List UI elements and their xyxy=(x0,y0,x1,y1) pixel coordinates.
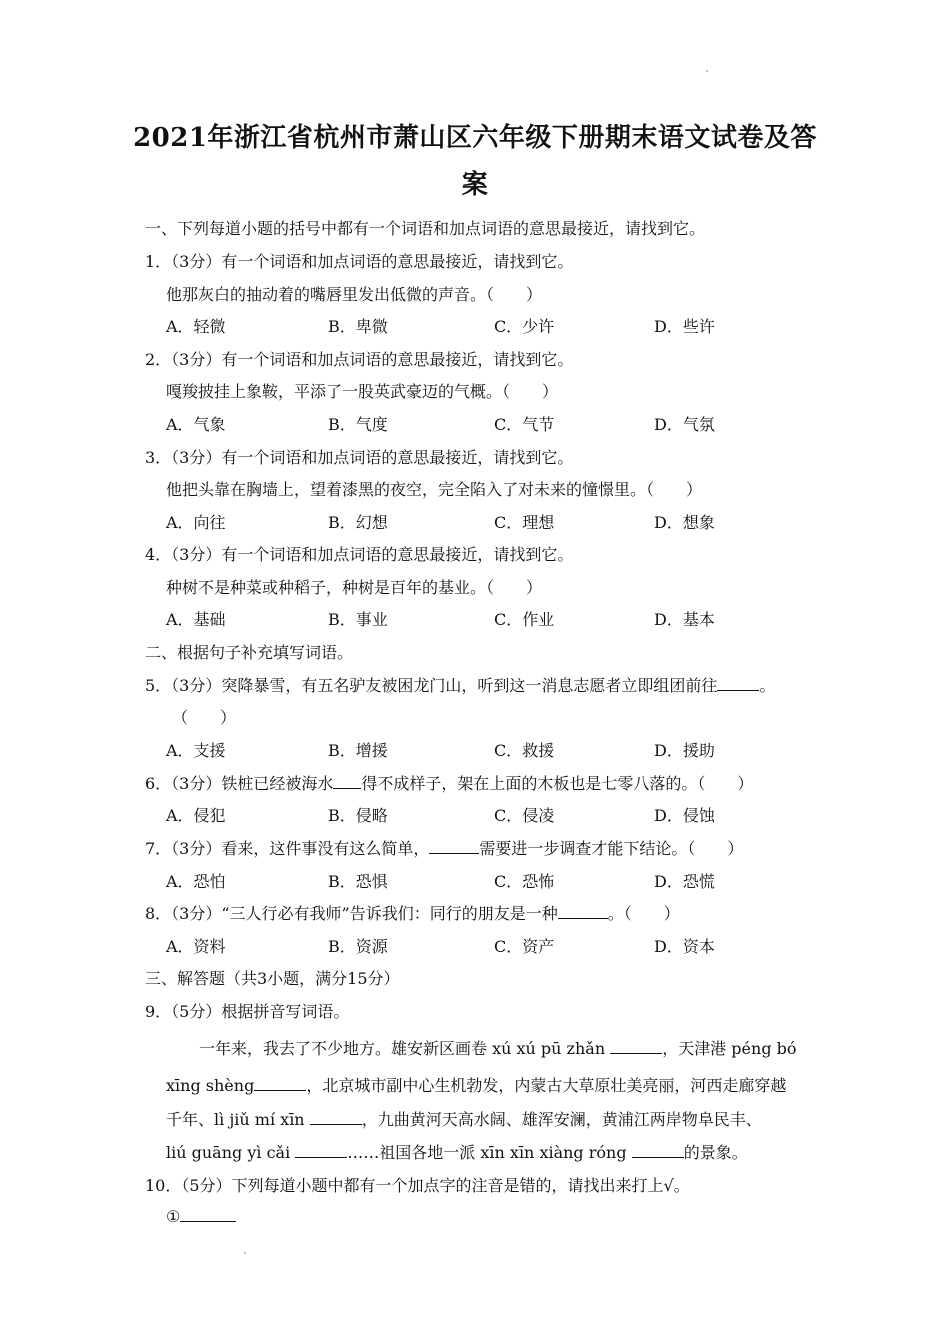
page-title-line1: 2021年浙江省杭州市萧山区六年级下册期末语文试卷及答 xyxy=(133,123,817,153)
question-9-line-3-end: ，九曲黄河天高水阔、雄浑安澜，黄浦江两岸物阜民丰、 xyxy=(361,1110,762,1129)
question-7-option-c[interactable]: C．恐怖 xyxy=(494,872,555,891)
question-6-option-d[interactable]: D．侵蚀 xyxy=(654,806,715,825)
question-9-stem: 9．（5分）根据拼音写词语。 xyxy=(145,1002,350,1021)
question-7-option-b[interactable]: B．恐惧 xyxy=(328,872,388,891)
answer-blank[interactable] xyxy=(295,1143,347,1158)
question-2-option-a[interactable]: A．气象 xyxy=(166,415,226,434)
question-3-option-c[interactable]: C．理想 xyxy=(494,513,555,532)
question-10-item-1 xyxy=(166,1207,236,1226)
question-5-stem-text: 5．（3分）突降暴雪，有五名驴友被困龙门山，听到这一消息志愿者立即组团前往 xyxy=(145,676,718,695)
question-9-line-4 xyxy=(166,1140,748,1163)
section-3-heading: 三、解答题（共3小题，满分15分） xyxy=(145,969,400,988)
question-1-stem: 1．（3分）有一个词语和加点词语的意思最接近，请找到它。 xyxy=(145,252,574,271)
question-9-line-4-text: liú guāng yì cǎi xyxy=(166,1143,296,1162)
question-4-option-d[interactable]: D．基本 xyxy=(654,610,715,629)
question-5-stem-end: 。 xyxy=(759,676,776,695)
question-8-option-d[interactable]: D．资本 xyxy=(654,937,715,956)
question-3-sentence: 他把头靠在胸墙上，望着漆黑的夜空，完全陷入了对未来的憧憬里。（ ） xyxy=(166,480,703,499)
question-6-stem-text: 6．（3分）铁桩已经被海水 xyxy=(145,774,334,793)
answer-blank[interactable] xyxy=(254,1076,306,1091)
question-7-stem-end: 需要进一步调查才能下结论。（ ） xyxy=(479,839,744,858)
question-2-option-c[interactable]: C．气节 xyxy=(494,415,555,434)
question-8-stem-end: 。（ ） xyxy=(607,904,680,923)
answer-blank[interactable] xyxy=(429,839,479,854)
question-6-option-c[interactable]: C．侵凌 xyxy=(494,806,555,825)
scan-speck xyxy=(706,70,708,72)
answer-blank[interactable] xyxy=(632,1143,684,1158)
question-6-option-a[interactable]: A．侵犯 xyxy=(166,806,226,825)
answer-blank[interactable] xyxy=(558,904,608,919)
question-9-line-1-text: 一年来，我去了不少地方。雄安新区画卷 xú xú pū zhǎn xyxy=(199,1039,611,1058)
question-7-option-a[interactable]: A．恐怕 xyxy=(166,872,226,891)
question-6-option-b[interactable]: B．侵略 xyxy=(328,806,388,825)
question-3-option-b[interactable]: B．幻想 xyxy=(328,513,388,532)
question-9-line-3-text: 千年、lì jiǔ mí xīn xyxy=(166,1110,310,1129)
scan-speck xyxy=(244,1252,246,1254)
question-7-option-d[interactable]: D．恐慌 xyxy=(654,872,715,891)
question-4-option-a[interactable]: A．基础 xyxy=(166,610,226,629)
question-9-line-2 xyxy=(166,1073,786,1096)
question-2-sentence: 嘎羧披挂上象鞍，平添了一股英武豪迈的气概。（ ） xyxy=(166,382,559,401)
question-10-item-1-marker: ① xyxy=(166,1207,181,1226)
answer-blank[interactable] xyxy=(310,1110,362,1125)
question-1-option-d[interactable]: D．些许 xyxy=(654,317,715,336)
question-1-option-a[interactable]: A．轻微 xyxy=(166,317,226,336)
question-5-stem xyxy=(145,673,775,696)
question-9-line-3 xyxy=(166,1107,762,1130)
question-7-stem-text: 7．（3分）看来，这件事没有这么简单， xyxy=(145,839,430,858)
question-5-option-c[interactable]: C．救援 xyxy=(494,741,555,760)
question-8-stem-text: 8．（3分）“三人行必有我师”告诉我们：同行的朋友是一种 xyxy=(145,904,558,923)
question-2-option-d[interactable]: D．气氛 xyxy=(654,415,715,434)
answer-blank[interactable] xyxy=(180,1207,236,1222)
page-title-line2: 案 xyxy=(461,170,489,200)
question-2-option-b[interactable]: B．气度 xyxy=(328,415,388,434)
question-7-stem xyxy=(145,836,743,859)
section-2-heading: 二、根据句子补充填写词语。 xyxy=(145,643,354,662)
answer-blank[interactable] xyxy=(610,1039,662,1054)
answer-blank[interactable] xyxy=(333,774,361,789)
question-3-stem: 3．（3分）有一个词语和加点词语的意思最接近，请找到它。 xyxy=(145,448,574,467)
question-5-option-a[interactable]: A．支援 xyxy=(166,741,226,760)
question-9-line-1 xyxy=(199,1036,797,1059)
question-9-line-1-end: ，天津港 péng bó xyxy=(662,1039,797,1058)
question-5-paren: （ ） xyxy=(172,708,237,727)
answer-blank[interactable] xyxy=(717,676,759,691)
question-8-option-c[interactable]: C．资产 xyxy=(494,937,555,956)
question-5-option-b[interactable]: B．增援 xyxy=(328,741,388,760)
question-4-option-b[interactable]: B．事业 xyxy=(328,610,388,629)
question-9-line-2-text: xīng shèng xyxy=(166,1076,255,1095)
question-6-stem-end: 得不成样子，架在上面的木板也是七零八落的。（ ） xyxy=(361,774,754,793)
section-1-heading: 一、下列每道小题的括号中都有一个词语和加点词语的意思最接近，请找到它。 xyxy=(145,219,706,238)
question-5-option-d[interactable]: D．援助 xyxy=(654,741,715,760)
question-8-option-b[interactable]: B．资源 xyxy=(328,937,388,956)
question-4-option-c[interactable]: C．作业 xyxy=(494,610,555,629)
question-3-option-a[interactable]: A．向往 xyxy=(166,513,226,532)
question-8-stem xyxy=(145,901,680,924)
question-6-stem xyxy=(145,771,753,794)
question-9-line-2-end: ，北京城市副中心生机勃发，内蒙古大草原壮美亮丽，河西走廊穿越 xyxy=(306,1076,787,1095)
question-1-option-c[interactable]: C．少许 xyxy=(494,317,555,336)
question-9-line-4-mid: ……祖国各地一派 xīn xīn xiàng róng xyxy=(347,1143,632,1162)
question-4-stem: 4．（3分）有一个词语和加点词语的意思最接近，请找到它。 xyxy=(145,545,574,564)
question-3-option-d[interactable]: D．想象 xyxy=(654,513,715,532)
question-2-stem: 2．（3分）有一个词语和加点词语的意思最接近，请找到它。 xyxy=(145,350,574,369)
question-10-stem: 10．（5分）下列每道小题中都有一个加点字的注音是错的，请找出来打上√。 xyxy=(145,1176,690,1195)
question-8-option-a[interactable]: A．资料 xyxy=(166,937,226,956)
question-9-line-4-end: 的景象。 xyxy=(683,1143,748,1162)
question-4-sentence: 种树不是种菜或种稻子，种树是百年的基业。（ ） xyxy=(166,578,543,597)
question-1-option-b[interactable]: B．卑微 xyxy=(328,317,388,336)
question-1-sentence: 他那灰白的抽动着的嘴唇里发出低微的声音。（ ） xyxy=(166,285,543,304)
